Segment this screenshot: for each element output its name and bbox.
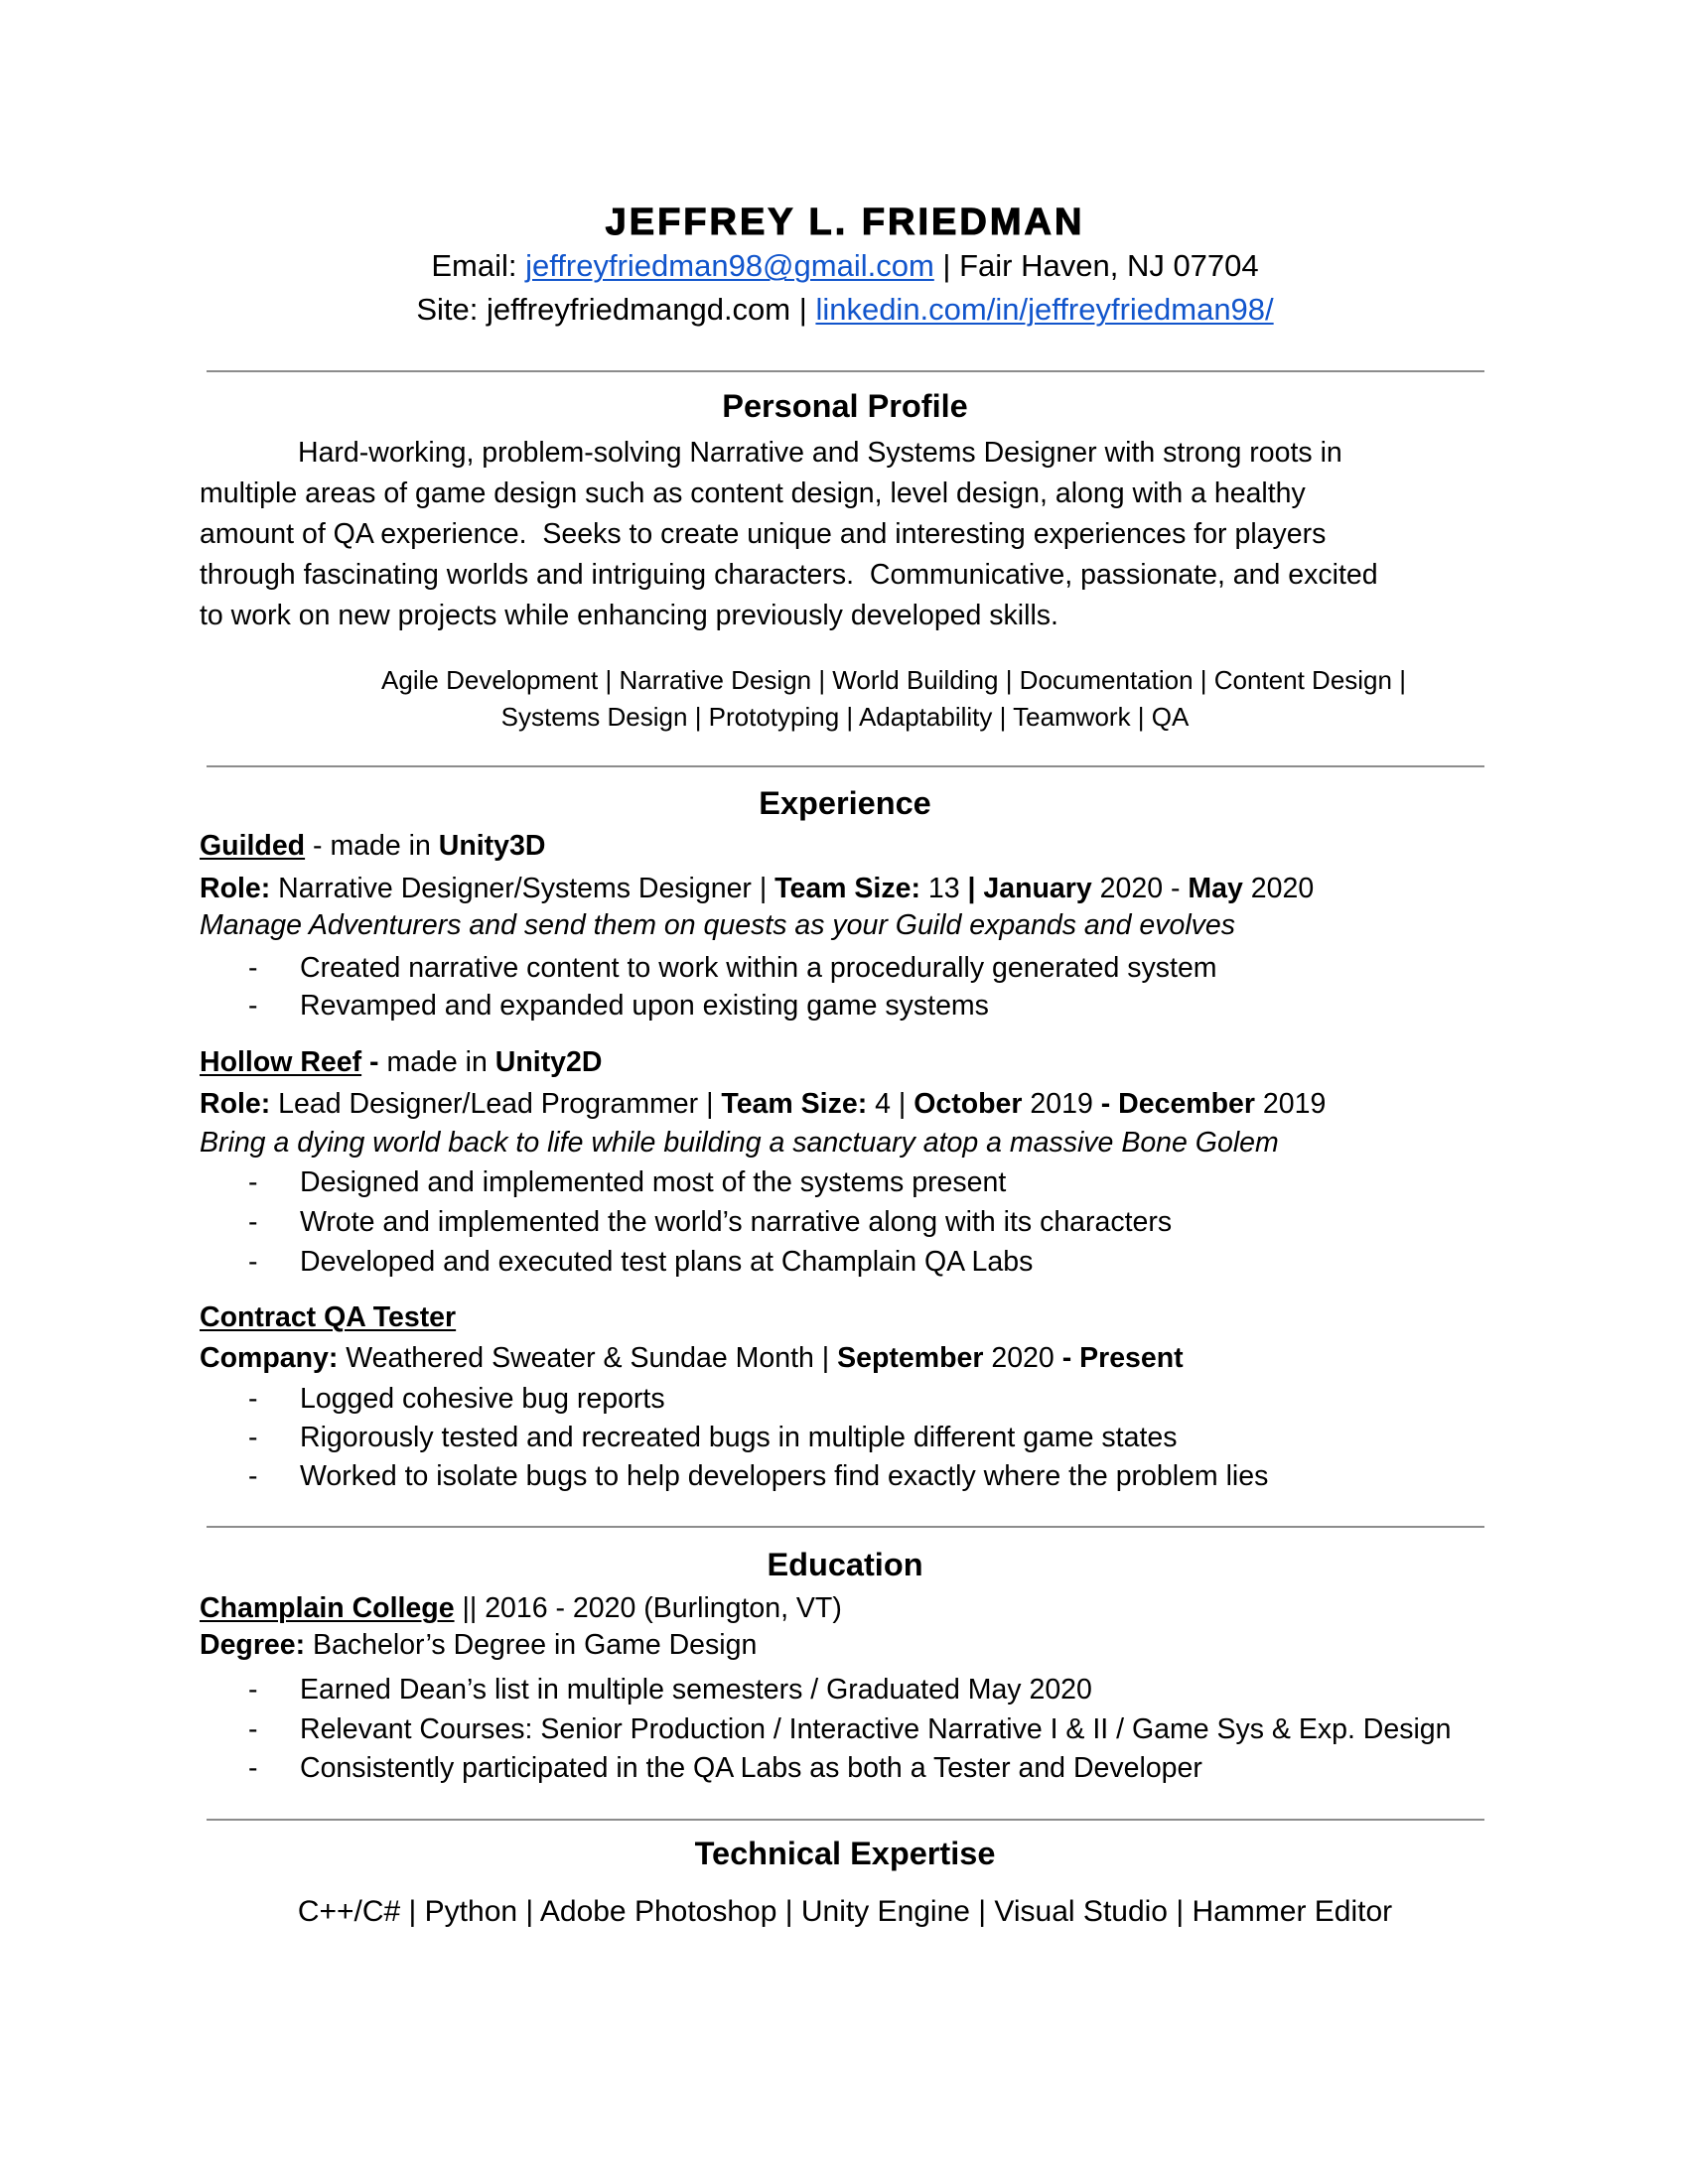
bullet-text: Rigorously tested and recreated bugs in multiple different game states <box>300 1422 1178 1453</box>
bullet-marker: - <box>248 990 258 1022</box>
engine: Unity3D <box>438 830 546 862</box>
end-date: Present <box>1079 1342 1184 1374</box>
experience-entry-role <box>200 875 1314 903</box>
bullet-marker: - <box>248 1713 258 1745</box>
start-year: 2020 <box>991 1342 1055 1374</box>
bullet-item <box>0 992 1688 1025</box>
job-title: Contract QA Tester <box>200 1301 457 1333</box>
project-tagline: Bring a dying world back to life while building a sanctuary atop a massive Bone Golem <box>200 1127 1279 1159</box>
separator: | <box>821 1342 830 1374</box>
bullet-marker: - <box>248 1752 258 1784</box>
range-dash: - <box>1100 1088 1111 1120</box>
contact-line-email <box>200 250 1490 281</box>
end-month: December <box>1118 1088 1255 1120</box>
project-title: Guilded <box>200 830 306 862</box>
made-in-label: made in <box>386 1046 488 1078</box>
made-in-dash: - <box>313 830 323 862</box>
section-divider <box>207 765 1484 767</box>
profile-text-line: through fascinating worlds and intriguing characters. Communicative, passionate, and excited <box>200 559 1378 591</box>
separator: | <box>706 1088 714 1120</box>
role-label: Role: <box>200 1088 271 1120</box>
end-year: 2019 <box>1262 1088 1327 1120</box>
bullet-item <box>0 1715 1688 1749</box>
bullet-item <box>0 1462 1688 1496</box>
experience-entry-title <box>200 832 545 861</box>
project-tagline: Manage Adventurers and send them on quests as your Guild expands and evolves <box>200 909 1236 941</box>
bullet-marker: - <box>248 1206 258 1238</box>
experience-entry-role <box>200 1090 1326 1119</box>
degree: Bachelor’s Degree in Game Design <box>313 1629 758 1661</box>
education-years: 2016 - 2020 <box>485 1592 636 1624</box>
start-year: 2020 <box>1099 873 1164 904</box>
email-link[interactable]: jeffreyfriedman98@gmail.com <box>525 248 934 283</box>
bullet-text: Earned Dean’s list in multiple semesters / Graduated May 2020 <box>300 1674 1092 1706</box>
bullet-marker: - <box>248 1422 258 1453</box>
start-year: 2019 <box>1030 1088 1093 1120</box>
bullet-marker: - <box>248 1166 258 1198</box>
team-size: 13 <box>927 873 960 904</box>
profile-text-line: to work on new projects while enhancing previously developed skills. <box>200 600 1058 631</box>
bullet-text: Designed and implemented most of the systems present <box>300 1166 1007 1198</box>
section-heading-personal-profile: Personal Profile <box>722 388 968 424</box>
bullet-text: Logged cohesive bug reports <box>300 1383 665 1415</box>
bullet-item <box>0 1385 1688 1419</box>
bullet-text: Created narrative content to work within a procedurally generated system <box>300 952 1217 984</box>
school-name: Champlain College <box>200 1592 455 1624</box>
site-label: Site: <box>416 292 479 327</box>
made-in-dash: - <box>369 1046 379 1078</box>
company: Weathered Sweater & Sundae Month <box>346 1342 814 1374</box>
skills-line: Agile Development | Narrative Design | World Building | Documentation | Content Design | <box>381 665 1406 695</box>
engine: Unity2D <box>494 1046 603 1078</box>
bullet-marker: - <box>248 952 258 984</box>
bullet-text: Worked to isolate bugs to help developers find exactly where the problem lies <box>300 1460 1269 1492</box>
end-month: May <box>1188 873 1243 904</box>
experience-entry-title <box>200 1303 456 1332</box>
bullet-text: Wrote and implemented the world’s narrative along with its characters <box>300 1206 1173 1238</box>
education-school-line <box>200 1594 842 1623</box>
made-in-label: made in <box>330 830 431 862</box>
separator: || <box>462 1592 478 1624</box>
degree-label: Degree: <box>200 1629 306 1661</box>
bullet-marker: - <box>248 1674 258 1706</box>
bullet-item <box>0 1168 1688 1202</box>
team-size: 4 <box>875 1088 891 1120</box>
start-month: October <box>914 1088 1023 1120</box>
technical-skills-line: C++/C# | Python | Adobe Photoshop | Unity Engine | Visual Studio | Hammer Editor <box>297 1895 1393 1928</box>
bullet-marker: - <box>248 1246 258 1278</box>
contact-line-site <box>200 294 1490 325</box>
contact-separator: | <box>942 248 951 283</box>
bullet-item <box>0 1424 1688 1457</box>
experience-entry-company <box>200 1344 1184 1373</box>
separator: | <box>898 1088 907 1120</box>
start-month: September <box>837 1342 984 1374</box>
education-location: (Burlington, VT) <box>643 1592 842 1624</box>
bullet-text: Relevant Courses: Senior Production / Interactive Narrative I & II / Game Sys & Exp. Design <box>300 1713 1452 1745</box>
profile-text-line: multiple areas of game design such as content design, level design, along with a healthy <box>200 478 1306 509</box>
bullet-text: Developed and executed test plans at Champlain QA Labs <box>300 1246 1034 1278</box>
end-year: 2020 <box>1250 873 1315 904</box>
email-label: Email: <box>431 248 517 283</box>
role: Lead Designer/Lead Programmer <box>278 1088 699 1120</box>
role-label: Role: <box>200 873 271 904</box>
bullet-item <box>0 1248 1688 1282</box>
bullet-text: Revamped and expanded upon existing game systems <box>300 990 989 1022</box>
separator: | <box>759 873 768 904</box>
experience-entry-title <box>200 1048 602 1077</box>
section-heading-education: Education <box>767 1547 923 1582</box>
bullet-item <box>0 954 1688 988</box>
role: Narrative Designer/Systems Designer <box>278 873 752 904</box>
company-label: Company: <box>200 1342 339 1374</box>
location: Fair Haven, NJ 07704 <box>959 248 1259 283</box>
team-size-label: Team Size: <box>721 1088 868 1120</box>
section-divider <box>207 370 1484 372</box>
separator: | <box>967 873 976 904</box>
skills-line: Systems Design | Prototyping | Adaptability | Teamwork | QA <box>500 702 1190 732</box>
bullet-marker: - <box>248 1460 258 1492</box>
section-divider <box>207 1526 1484 1528</box>
bullet-item <box>0 1676 1688 1709</box>
contact-separator: | <box>798 292 807 327</box>
bullet-text: Consistently participated in the QA Labs as both a Tester and Developer <box>300 1752 1202 1784</box>
linkedin-link[interactable]: linkedin.com/in/jeffreyfriedman98/ <box>815 292 1274 327</box>
section-heading-technical-expertise: Technical Expertise <box>694 1836 996 1871</box>
bullet-item <box>0 1208 1688 1242</box>
range-dash: - <box>1061 1342 1072 1374</box>
start-month: January <box>983 873 1092 904</box>
site-url: jeffreyfriedmangd.com <box>487 292 791 327</box>
section-heading-experience: Experience <box>759 785 931 821</box>
education-degree-line <box>200 1631 757 1660</box>
team-size-label: Team Size: <box>774 873 920 904</box>
profile-text-line: amount of QA experience. Seeks to create unique and interesting experiences for players <box>200 518 1327 550</box>
section-divider <box>207 1819 1484 1821</box>
bullet-marker: - <box>248 1383 258 1415</box>
bullet-item <box>0 1754 1688 1788</box>
candidate-name: JEFFREY L. FRIEDMAN <box>605 202 1085 243</box>
project-title: Hollow Reef <box>200 1046 362 1078</box>
range-dash: - <box>1170 873 1181 904</box>
profile-text-line: Hard-working, problem-solving Narrative and Systems Designer with strong roots in <box>298 437 1342 469</box>
